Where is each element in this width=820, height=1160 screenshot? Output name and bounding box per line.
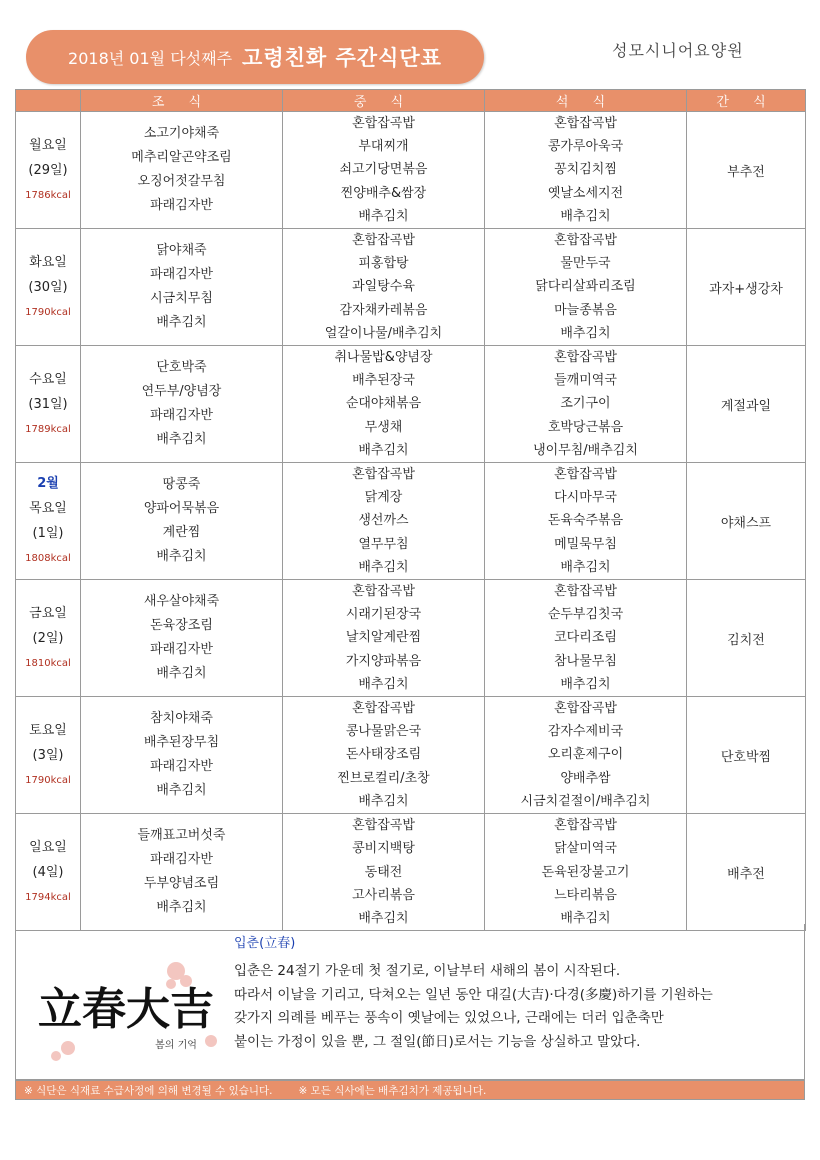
- logo-text: 立春大吉: [38, 984, 214, 1035]
- info-line: 갖가지 의례를 베푸는 풍속이 옛날에는 있었으나, 근래에는 더러 입춘축만: [234, 1010, 664, 1026]
- day-row: [16, 346, 806, 463]
- dinner-item: 혼합잡곡밥: [554, 701, 617, 717]
- dinner-item: 물만두국: [560, 256, 611, 272]
- day-date: (29일): [28, 162, 68, 178]
- day-date: (4일): [32, 864, 64, 880]
- menu-table: [15, 89, 806, 931]
- dinner-item: 혼합잡곡밥: [554, 818, 617, 834]
- dinner-cell: [485, 814, 687, 931]
- dinner-item: 혼합잡곡밥: [554, 467, 617, 483]
- lunch-item: 얼갈이나물/배추김치: [324, 325, 443, 341]
- lunch-item: 순대야채볶음: [345, 396, 422, 412]
- day-row: [16, 463, 806, 580]
- corner-cell: [16, 90, 81, 112]
- snack-cell: 김치전: [687, 580, 806, 697]
- breakfast-cell: [81, 697, 283, 814]
- lunch-cell: [283, 814, 485, 931]
- dinner-item: 돈육된장불고기: [541, 864, 630, 880]
- breakfast-item: 파래김자반: [150, 198, 213, 213]
- day-kcal: 1790kcal: [25, 306, 71, 318]
- dinner-item: 느타리볶음: [554, 887, 617, 903]
- breakfast-item: 파래김자반: [150, 759, 213, 775]
- header-row: [16, 90, 806, 112]
- lunch-item: 부대찌개: [358, 139, 409, 155]
- col-lunch: 중 식: [283, 90, 485, 112]
- lunch-item: 열무무침: [358, 536, 409, 552]
- dinner-item: 순두부김칫국: [547, 607, 624, 623]
- lunch-item: 콩비지백탕: [352, 841, 415, 857]
- dinner-item: 닭다리살꽈리조림: [535, 279, 636, 295]
- week-label: 2018년 01월 다섯째주: [68, 48, 233, 68]
- dinner-item: 시금치겉절이/배추김치: [520, 793, 651, 809]
- lunch-item: 쇠고기당면볶음: [339, 162, 428, 178]
- dinner-item: 코다리조림: [554, 630, 617, 646]
- breakfast-item: 배추김치: [156, 549, 207, 565]
- snack-cell: 과자+생강차: [687, 229, 806, 346]
- dinner-item: 혼합잡곡밥: [554, 233, 617, 249]
- breakfast-item: 오징어젓갈무침: [137, 174, 226, 189]
- lunch-item: 무생채: [364, 419, 403, 435]
- breakfast-item: 닭야채죽: [156, 243, 207, 259]
- day-row: [16, 229, 806, 346]
- dinner-item: 조기구이: [560, 396, 611, 412]
- lunch-item: 생선까스: [358, 513, 409, 529]
- day-date: (3일): [32, 747, 64, 763]
- dinner-cell: [485, 112, 687, 229]
- dinner-cell: [485, 580, 687, 697]
- day-kcal: 1794kcal: [25, 891, 71, 903]
- dinner-item: 돈육숙주볶음: [547, 513, 624, 529]
- lunch-item: 혼합잡곡밥: [352, 584, 415, 600]
- snack-cell: 부추전: [687, 112, 806, 229]
- dinner-item: 배추김치: [560, 676, 611, 692]
- day-cell: [16, 463, 81, 580]
- breakfast-cell: [81, 112, 283, 229]
- dinner-item: 배추김치: [560, 559, 611, 575]
- breakfast-item: 파래김자반: [150, 267, 213, 283]
- day-cell: [16, 697, 81, 814]
- day-date: (30일): [28, 279, 68, 295]
- lunch-cell: [283, 112, 485, 229]
- lunch-item: 배추김치: [358, 208, 409, 224]
- snack-cell: 배추전: [687, 814, 806, 931]
- logo-subtext: 봄의 기억: [155, 1040, 197, 1051]
- day-kcal: 1810kcal: [25, 657, 71, 669]
- breakfast-cell: [81, 814, 283, 931]
- info-line: 입춘은 24절기 가운데 첫 절기로, 이날부터 새해의 봄이 시작된다.: [234, 963, 621, 979]
- breakfast-item: 양파어묵볶음: [143, 501, 220, 517]
- dinner-item: 들깨미역국: [554, 373, 617, 389]
- title-banner: [26, 30, 484, 84]
- breakfast-cell: [81, 463, 283, 580]
- breakfast-item: 계란찜: [162, 525, 201, 541]
- snack-cell: 단호박찜: [687, 697, 806, 814]
- dinner-item: 마늘종볶음: [554, 302, 617, 318]
- day-cell: [16, 346, 81, 463]
- day-row: [16, 580, 806, 697]
- dinner-item: 혼합잡곡밥: [554, 350, 617, 366]
- snack-cell: 야채스프: [687, 463, 806, 580]
- dinner-cell: [485, 229, 687, 346]
- lunch-item: 배추김치: [358, 910, 409, 926]
- col-breakfast: 조 식: [81, 90, 283, 112]
- dinner-item: 배추김치: [560, 325, 611, 341]
- dinner-item: 양배추쌈: [560, 770, 611, 786]
- breakfast-item: 시금치무침: [150, 291, 213, 307]
- ipchun-daegil-logo: [26, 946, 226, 1066]
- lunch-cell: [283, 580, 485, 697]
- breakfast-item: 단호박죽: [156, 360, 207, 376]
- day-row: [16, 697, 806, 814]
- lunch-item: 과일탕수육: [352, 279, 415, 295]
- col-snack: 간 식: [687, 90, 806, 112]
- lunch-item: 혼합잡곡밥: [352, 701, 415, 717]
- dinner-item: 호박당근볶음: [547, 419, 624, 435]
- footer-note-2: ※ 모든 식사에는 배추김치가 제공됩니다.: [298, 1085, 487, 1097]
- dinner-item: 참나물무침: [554, 653, 617, 669]
- breakfast-item: 파래김자반: [150, 642, 213, 658]
- lunch-item: 취나물밥&양념장: [334, 350, 433, 366]
- lunch-cell: [283, 463, 485, 580]
- day-date: (1일): [32, 526, 64, 542]
- day-cell: [16, 814, 81, 931]
- breakfast-item: 배추된장무침: [143, 735, 220, 751]
- lunch-item: 시래기된장국: [345, 607, 422, 623]
- day-cell: [16, 580, 81, 697]
- lunch-item: 동태전: [364, 864, 403, 880]
- dinner-item: 꽁치김치찜: [554, 162, 617, 178]
- footer-note-1: ※ 식단은 식재료 수급사정에 의해 변경될 수 있습니다.: [24, 1085, 273, 1097]
- day-kcal: 1786kcal: [25, 189, 71, 201]
- dinner-item: 옛날소세지전: [547, 185, 624, 201]
- organization-name: 성모시니어요양원: [612, 41, 744, 60]
- breakfast-item: 연두부/양념장: [141, 384, 222, 400]
- lunch-item: 혼합잡곡밥: [352, 818, 415, 834]
- day-date: (2일): [32, 630, 64, 646]
- day-name: 화요일: [29, 254, 67, 270]
- info-title: 입춘(立春): [234, 936, 296, 951]
- breakfast-item: 배추김치: [156, 783, 207, 799]
- day-name: 목요일: [29, 501, 67, 517]
- lunch-item: 닭계장: [364, 490, 403, 506]
- lunch-item: 혼합잡곡밥: [352, 467, 415, 483]
- col-dinner: 석 식: [485, 90, 687, 112]
- breakfast-item: 소고기야채죽: [143, 126, 220, 141]
- day-row: [16, 814, 806, 931]
- dinner-item: 감자수제비국: [547, 724, 624, 740]
- info-box: [15, 924, 805, 1080]
- breakfast-item: 땅콩죽: [162, 477, 201, 493]
- day-name: 월요일: [29, 137, 67, 153]
- lunch-item: 날치알계란찜: [345, 630, 422, 646]
- lunch-item: 찐양배추&쌈장: [340, 185, 427, 201]
- breakfast-cell: [81, 346, 283, 463]
- lunch-item: 배추김치: [358, 793, 409, 809]
- dinner-item: 혼합잡곡밥: [554, 584, 617, 600]
- breakfast-item: 파래김자반: [150, 852, 213, 868]
- dinner-item: 배추김치: [560, 910, 611, 926]
- breakfast-item: 들깨표고버섯죽: [137, 828, 226, 844]
- lunch-item: 혼합잡곡밥: [352, 116, 415, 131]
- dinner-item: 냉이무침/배추김치: [533, 442, 638, 458]
- dinner-item: 닭살미역국: [554, 841, 617, 857]
- lunch-cell: [283, 229, 485, 346]
- breakfast-item: 배추김치: [156, 666, 207, 682]
- day-cell: [16, 229, 81, 346]
- breakfast-item: 참치야채죽: [150, 711, 213, 727]
- day-date: (31일): [28, 396, 68, 412]
- day-kcal: 1789kcal: [25, 423, 71, 435]
- lunch-item: 배추김치: [358, 676, 409, 692]
- lunch-cell: [283, 346, 485, 463]
- dinner-item: 다시마무국: [554, 490, 617, 506]
- footer-bar: [15, 1080, 805, 1100]
- dinner-item: 오리훈제구이: [547, 747, 624, 763]
- lunch-item: 배추김치: [358, 442, 409, 458]
- lunch-item: 가지양파볶음: [345, 653, 422, 669]
- dinner-item: 콩가루아욱국: [547, 139, 624, 155]
- info-line: 붙이는 가정이 있을 뿐, 그 절일(節日)로서는 기능을 상실하고 말았다.: [234, 1033, 641, 1050]
- day-kcal: 1808kcal: [25, 553, 71, 565]
- lunch-cell: [283, 697, 485, 814]
- breakfast-item: 돈육장조림: [150, 618, 213, 634]
- lunch-item: 피홍합탕: [358, 256, 409, 272]
- breakfast-item: 배추김치: [156, 432, 207, 448]
- day-name: 일요일: [29, 839, 67, 855]
- dinner-cell: [485, 697, 687, 814]
- day-kcal: 1790kcal: [25, 774, 71, 786]
- breakfast-item: 배추김치: [156, 900, 207, 916]
- month-label: 2월: [37, 476, 59, 492]
- day-name: 토요일: [29, 722, 67, 738]
- dinner-cell: [485, 346, 687, 463]
- lunch-item: 배추김치: [358, 559, 409, 575]
- dinner-cell: [485, 463, 687, 580]
- breakfast-cell: [81, 580, 283, 697]
- lunch-item: 고사리볶음: [352, 887, 415, 903]
- dinner-item: 혼합잡곡밥: [554, 116, 617, 131]
- dinner-item: 메밀묵무침: [554, 536, 617, 552]
- breakfast-cell: [81, 229, 283, 346]
- breakfast-item: 파래김자반: [150, 408, 213, 424]
- page-title: 고령친화 주간식단표: [242, 46, 442, 70]
- day-name: 금요일: [29, 605, 67, 621]
- breakfast-item: 배추김치: [156, 315, 207, 331]
- lunch-item: 배추된장국: [352, 373, 415, 389]
- day-cell: [16, 112, 81, 229]
- day-name: 수요일: [29, 371, 67, 387]
- snack-cell: 계절과일: [687, 346, 806, 463]
- lunch-item: 돈사태장조림: [345, 747, 422, 763]
- day-row: [16, 112, 806, 229]
- breakfast-item: 두부양념조림: [143, 876, 220, 892]
- lunch-item: 콩나물맑은국: [345, 724, 422, 740]
- breakfast-item: 메추리알곤약조림: [131, 150, 232, 165]
- lunch-item: 혼합잡곡밥: [352, 233, 415, 249]
- dinner-item: 배추김치: [560, 208, 611, 224]
- breakfast-item: 새우살야채죽: [143, 594, 220, 610]
- lunch-item: 감자채카레볶음: [339, 302, 428, 318]
- info-line: 따라서 이날을 기리고, 닥쳐오는 일년 동안 대길(大吉)·다경(多慶)하기를 기원하는: [234, 986, 713, 1003]
- info-body: [234, 960, 802, 1054]
- lunch-item: 찐브로컬리/초창: [337, 770, 430, 786]
